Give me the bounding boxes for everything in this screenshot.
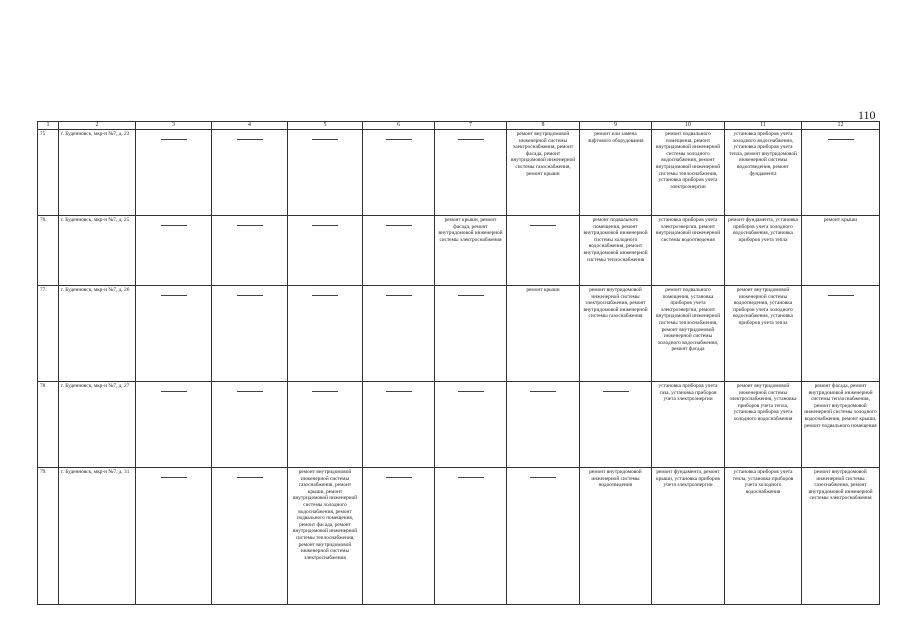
address-cell: г. Буденновск, мкр-н №7, д. 25 [59,216,136,286]
repair-schedule-table [37,121,880,605]
header-row [38,122,880,130]
row-number: 76. [38,216,59,286]
empty-cell [507,382,580,468]
empty-cell [136,468,212,605]
work-cell: ремонт фундамента, установка приборов учета холодного водоснабжения, установка приборов учета тепла [725,216,802,286]
column-header: 1 [38,122,59,130]
dash-mark [312,139,338,140]
dash-mark [312,391,338,392]
row-number: 75 [38,130,59,216]
table-row [38,130,880,216]
dash-mark [161,295,187,296]
empty-cell [580,382,652,468]
work-cell: ремонт крыши, ремонт фасада, ремонт внутридомовой инженерной системы электроснабжения [435,216,507,286]
empty-cell [288,382,363,468]
empty-cell [136,382,212,468]
work-cell: ремонт внутридомовой инженерной системы электроснабжения, установка приборов учета тепла, установка приборов учета холодного водоснабжения [725,382,802,468]
empty-cell [435,130,507,216]
dash-mark [312,295,338,296]
column-header: 3 [136,122,212,130]
dash-mark [237,225,263,226]
dash-mark [237,391,263,392]
dash-mark [237,139,263,140]
work-cell: установка приборов учета холодного водоснабжения, установка приборов учета тепла, ремонт внутридомовой инженерной системы водоотведения, ремонт фундамента [725,130,802,216]
empty-cell [288,216,363,286]
table-row [38,216,880,286]
work-cell: установка приборов учета газа, установка приборов учета электроэнергии [652,382,725,468]
empty-cell [363,382,435,468]
dash-mark [530,225,556,226]
empty-cell [435,468,507,605]
empty-cell [507,216,580,286]
dash-mark [161,391,187,392]
work-cell: ремонт внутридомовой инженерной системы газоснабжения, ремонт крыши, ремонт внутридомовой инженерной системы холодного водоснабжения, ремонт подвального помещения, ремонт фасада, ремонт внутридомовой инженерной системы теплоснабжения, ремонт внутридомовой инженерной системы электроснабжения [288,468,363,605]
column-header: 8 [507,122,580,130]
row-number: 77. [38,286,59,382]
work-cell: ремонт крыши [802,216,880,286]
dash-mark [458,391,484,392]
empty-cell [136,130,212,216]
work-cell: ремонт подвального помещения, ремонт внутридомовой инженерной системы холодного водоснабжения, ремонт внутридомовой инженерной системы теплоснабжения [580,216,652,286]
dash-mark [386,225,412,226]
table-row [38,382,880,468]
dash-mark [161,225,187,226]
dash-mark [828,295,854,296]
empty-cell [363,130,435,216]
empty-cell [507,468,580,605]
empty-cell [212,216,288,286]
empty-cell [212,468,288,605]
empty-cell [363,216,435,286]
empty-cell [212,286,288,382]
empty-cell [363,468,435,605]
dash-mark [312,225,338,226]
dash-mark [237,477,263,478]
column-header: 6 [363,122,435,130]
work-cell: ремонт или замена лифтового оборудования [580,130,652,216]
empty-cell [802,130,880,216]
dash-mark [161,477,187,478]
work-cell: ремонт внутридомовой инженерной системы электроснабжения, ремонт внутридомовой инженерной системы газоснабжения [580,286,652,382]
dash-mark [237,295,263,296]
work-cell: установка приборов учета электроэнергии, ремонт внутридомовой инженерной системы водоотведения [652,216,725,286]
column-header: 5 [288,122,363,130]
empty-cell [288,130,363,216]
empty-cell [435,382,507,468]
dash-mark [386,139,412,140]
work-cell: ремонт подвального помещения, установка приборов учета электроэнергии, ремонт внутридомовой инженерной системы теплоснабжения, ремонт внутридомовой инженерной системы холодного водоснабжения, ремонт фасада [652,286,725,382]
address-cell: г. Буденновск, мкр-н №7, д. 31 [59,468,136,605]
empty-cell [136,286,212,382]
column-header: 4 [212,122,288,130]
work-cell: ремонт внутридомовой инженерной системы электроснабжения, ремонт фасада, ремонт внутридомовой инженерной системы газоснабжения, ремонт крыши [507,130,580,216]
table-row [38,468,880,605]
work-cell: ремонт подвального помещения, ремонт внутридомовой инженерной системы холодного водоснабжения, ремонт внутридомовой инженерной системы теплоснабжения, установка приборов учета электроэнергии [652,130,725,216]
work-cell: ремонт внутридомовой инженерной системы газоснабжения, ремонт внутридомовой инженерной системы электроснабжения [802,468,880,605]
work-cell: ремонт внутридомовой инженерной системы водоотведения [580,468,652,605]
column-header: 7 [435,122,507,130]
page-number: 110 [858,108,876,122]
empty-cell [435,286,507,382]
empty-cell [212,382,288,468]
dash-mark [386,477,412,478]
empty-cell [802,286,880,382]
work-cell: установка приборов учета тепла, установка приборов учета холодного водоснабжения [725,468,802,605]
empty-cell [288,286,363,382]
dash-mark [530,391,556,392]
row-number: 79. [38,468,59,605]
address-cell: г. Буденновск, мкр-н №7, д. 27 [59,382,136,468]
address-cell: г. Буденновск, мкр-н №7, д. 26 [59,286,136,382]
column-header: 9 [580,122,652,130]
column-header: 12 [802,122,880,130]
dash-mark [530,477,556,478]
row-number: 78 [38,382,59,468]
dash-mark [828,139,854,140]
table-row [38,286,880,382]
column-header: 2 [59,122,136,130]
work-cell: ремонт внутридомовой инженерной системы водоотведения, установка приборов учета холодного водоснабжения, установка приборов учета тепла [725,286,802,382]
dash-mark [603,391,629,392]
dash-mark [458,295,484,296]
column-header: 10 [652,122,725,130]
empty-cell [136,216,212,286]
dash-mark [386,295,412,296]
work-cell: ремонт фасада, ремонт внутридомовой инженерной системы теплоснабжения, ремонт внутридомовой инженерной системы холодного водоснабжения, ремонт крыши, ремонт подвального помещения [802,382,880,468]
work-cell: ремонт фундамента, ремонт крыши, установка приборов учета электроэнергии [652,468,725,605]
dash-mark [386,391,412,392]
work-cell: ремонт крыши [507,286,580,382]
empty-cell [363,286,435,382]
column-header: 11 [725,122,802,130]
empty-cell [212,130,288,216]
dash-mark [458,477,484,478]
dash-mark [161,139,187,140]
address-cell: г. Буденновск, мкр-н №7, д. 23 [59,130,136,216]
dash-mark [458,139,484,140]
